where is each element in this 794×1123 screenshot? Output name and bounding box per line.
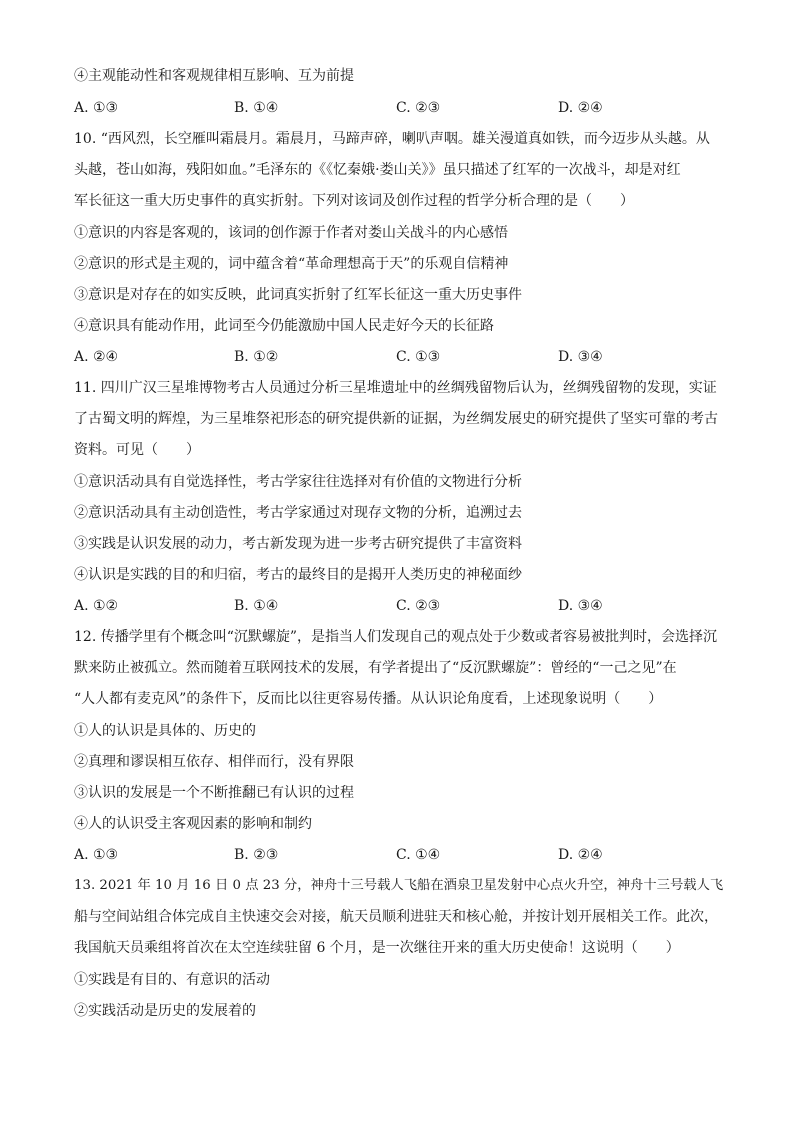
q12-stem-line-3: “人人都有麦克风”的条件下，反而比以往更容易传播。从认识论角度看，上述现象说明（ ）	[74, 691, 663, 707]
q11-option-c[interactable]: C. ②③	[396, 598, 441, 614]
q12-statement-2: ②真理和谬误相互依存、相伴而行，没有界限	[74, 754, 354, 770]
q13-stem-line-2: 船与空间站组合体完成自主快速交会对接，航天员顺利进驻天和核心舱，并按计划开展相关工作。此次，	[74, 909, 718, 925]
q10-stem-line-2: 头越，苍山如海，残阳如血。”毛泽东的《《忆秦娥·娄山关》》虽只描述了红军的一次战斗，却是对红	[74, 162, 681, 178]
q13-stem-line-1: 13. 2021 年 10 月 16 日 0 点 23 分，神舟十三号载人飞船在酒泉卫星发射中心点火升空，神舟十三号载人飞	[74, 878, 724, 893]
q10-option-a[interactable]: A. ②④	[74, 349, 119, 365]
q9-option-b[interactable]: B. ①④	[234, 100, 279, 116]
q11-statement-4: ④认识是实践的目的和归宿，考古的最终目的是揭开人类历史的神秘面纱	[74, 567, 522, 583]
q12-statement-3: ③认识的发展是一个不断推翻已有认识的过程	[74, 785, 354, 801]
q10-stem-line-1: 10. “西风烈，长空雁叫霜晨月。霜晨月，马蹄声碎，喇叭声咽。雄关漫道真如铁，而今迈步从头越。从	[74, 131, 710, 147]
q11-stem-line-2: 了古蜀文明的辉煌，为三星堆祭祀形态的研究提供新的证据，为丝绸发展史的研究提供了坚实可靠的考古	[74, 411, 718, 427]
q12-options	[74, 845, 714, 865]
q9-options	[74, 98, 714, 118]
q11-option-a[interactable]: A. ①②	[74, 598, 119, 614]
q9-option-a[interactable]: A. ①③	[74, 100, 119, 116]
q10-options	[74, 347, 714, 367]
q11-options	[74, 596, 714, 616]
q13-stem-line-3: 我国航天员乘组将首次在太空连续驻留 6 个月，是一次继往开来的重大历史使命！这说明（ ）	[74, 940, 680, 956]
q9-option-c[interactable]: C. ②③	[396, 100, 441, 116]
q11-statement-1: ①意识活动具有自觉选择性，考古学家往往选择对有价值的文物进行分析	[74, 474, 522, 490]
q12-option-c[interactable]: C. ①④	[396, 847, 441, 863]
q10-option-b[interactable]: B. ①②	[234, 349, 279, 365]
q10-option-d[interactable]: D. ③④	[558, 349, 603, 365]
q12-statement-4: ④人的认识受主客观因素的影响和制约	[74, 816, 312, 832]
q10-statement-1: ①意识的内容是客观的，该词的创作源于作者对娄山关战斗的内心感悟	[74, 225, 508, 241]
q12-option-d[interactable]: D. ②④	[558, 847, 603, 863]
q11-stem-line-3: 资料。可见（ ）	[74, 442, 200, 458]
q9-option-d[interactable]: D. ②④	[558, 100, 603, 116]
q10-statement-2: ②意识的形式是主观的，词中蕴含着“革命理想高于天”的乐观自信精神	[74, 256, 509, 272]
q11-stem-line-1: 11. 四川广汉三星堆博物考古人员通过分析三星堆遗址中的丝绸残留物后认为，丝绸残留物的发现，实证	[74, 380, 717, 396]
q13-statement-1: ①实践是有目的、有意识的活动	[74, 972, 270, 988]
q13-statement-2: ②实践活动是历史的发展着的	[74, 1003, 256, 1019]
q12-option-a[interactable]: A. ①③	[74, 847, 119, 863]
q10-statement-4: ④意识具有能动作用，此词至今仍能激励中国人民走好今天的长征路	[74, 318, 494, 334]
q12-stem-line-2: 默来防止被孤立。然而随着互联网技术的发展，有学者提出了“反沉默螺旋”：曾经的“一己之见”在	[74, 660, 677, 676]
q11-option-d[interactable]: D. ③④	[558, 598, 603, 614]
q11-statement-2: ②意识活动具有主动创造性，考古学家通过对现存文物的分析，追溯过去	[74, 505, 522, 521]
q10-option-c[interactable]: C. ①③	[396, 349, 441, 365]
q12-option-b[interactable]: B. ②③	[234, 847, 279, 863]
q11-option-b[interactable]: B. ①④	[234, 598, 279, 614]
q12-statement-1: ①人的认识是具体的、历史的	[74, 723, 256, 739]
q10-stem-line-3: 军长征这一重大历史事件的真实折射。下列对该词及创作过程的哲学分析合理的是（ ）	[74, 193, 634, 209]
q11-statement-3: ③实践是认识发展的动力，考古新发现为进一步考古研究提供了丰富资料	[74, 536, 522, 552]
q9-statement-4: ④主观能动性和客观规律相互影响、互为前提	[74, 68, 354, 84]
q10-statement-3: ③意识是对存在的如实反映，此词真实折射了红军长征这一重大历史事件	[74, 287, 522, 303]
q12-stem-line-1: 12. 传播学里有个概念叫“沉默螺旋”，是指当人们发现自己的观点处于少数或者容易被批判时，会选择沉	[74, 629, 718, 645]
